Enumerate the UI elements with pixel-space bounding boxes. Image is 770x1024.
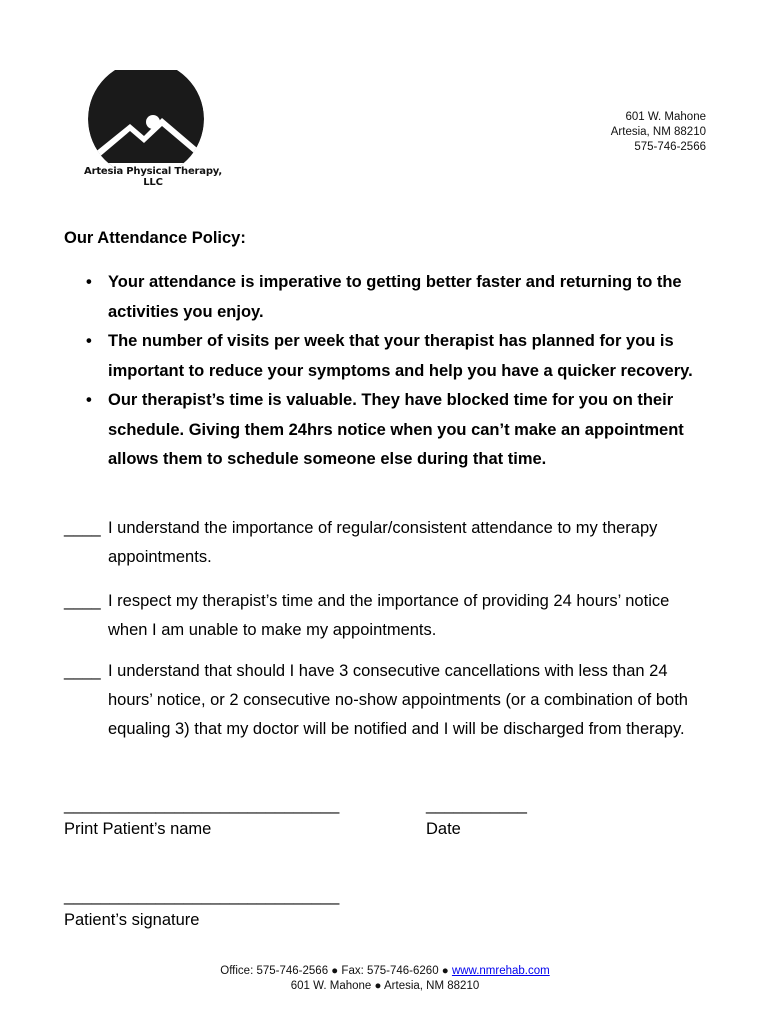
patient-signature-line[interactable]: ______________________________ <box>64 887 340 905</box>
footer <box>0 964 770 994</box>
address-phone: 575-746-2566 <box>634 141 706 153</box>
policy-bullet: • The number of visits per week that your therapist has planned for you is important to reduce your symptoms and help you have a quicker recovery. <box>108 327 708 386</box>
address-city: Artesia, NM 88210 <box>610 126 706 138</box>
logo-company-name: Artesia Physical Therapy, LLC <box>84 166 222 188</box>
footer-address-line: 601 W. Mahone ● Artesia, NM 88210 <box>290 980 480 992</box>
acknowledgement-item <box>64 514 704 572</box>
acknowledgement-item <box>64 657 704 744</box>
footer-office-fax: Office: 575-746-2566 ● Fax: 575-746-6260 ● <box>220 965 452 977</box>
address-street: 601 W. Mahone <box>625 111 706 123</box>
patient-signature-label: Patient’s signature <box>64 911 200 929</box>
acknowledgement-item <box>64 587 704 645</box>
mountain-sun-logo-icon <box>78 70 228 170</box>
office-address <box>611 110 706 155</box>
policy-bullet: • Your attendance is imperative to getting better faster and returning to the activities you enjoy. <box>108 268 708 327</box>
date-label: Date <box>426 820 461 838</box>
patient-name-line[interactable]: ______________________________ <box>64 796 340 814</box>
acknowledgement-text: I understand that should I have 3 consecutive cancellations with less than 24 hours’ notice, or 2 consecutive no-show appointments (or a combination of both equaling 3) that my doctor will be notified and I will be discharged from therapy. <box>108 662 688 738</box>
acknowledgement-text: I respect my therapist’s time and the importance of providing 24 hours’ notice when I am unable to make my appointments. <box>108 592 670 639</box>
initial-blank[interactable]: ____ <box>64 592 101 610</box>
footer-contact-line <box>0 964 770 979</box>
date-line[interactable]: ___________ <box>426 796 527 814</box>
policy-bullet: • Our therapist’s time is valuable. They have blocked time for you on their schedule. Giving them 24hrs notice when you can’t make an appointment allows them to schedule someone else during that time. <box>108 386 708 475</box>
policy-title: Our Attendance Policy: <box>64 229 246 247</box>
patient-name-label: Print Patient’s name <box>64 820 212 838</box>
policy-bullet-list <box>108 268 708 475</box>
website-link[interactable]: www.nmrehab.com <box>451 965 550 977</box>
initial-blank[interactable]: ____ <box>64 662 101 680</box>
acknowledgement-text: I understand the importance of regular/consistent attendance to my therapy appointments. <box>108 519 658 566</box>
company-logo <box>78 70 228 188</box>
initial-blank[interactable]: ____ <box>64 519 101 537</box>
